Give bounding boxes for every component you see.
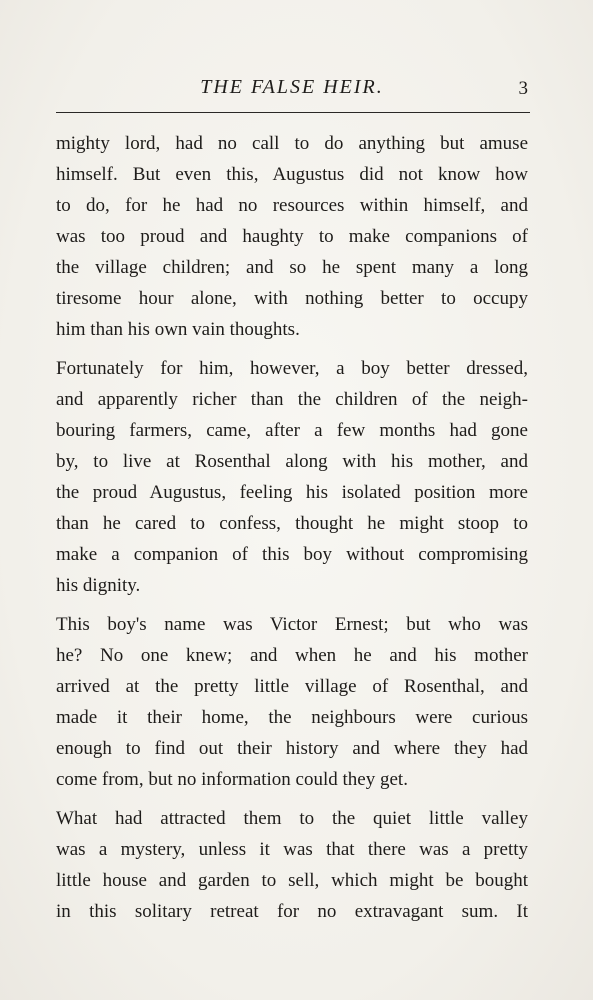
text-line: arrived at the pretty little village of Rosenthal, and xyxy=(56,676,528,697)
text-line: come from, but no information could they get. xyxy=(56,769,408,790)
text-line: and apparently richer than the children of the neigh- xyxy=(56,389,528,410)
text-line: mighty lord, had no call to do anything but amuse xyxy=(56,133,528,154)
text-line: bouring farmers, came, after a few months had gone xyxy=(56,420,528,441)
header-rule xyxy=(56,112,530,113)
text-line: tiresome hour alone, with nothing better to occupy xyxy=(56,288,528,309)
text-line: This boy's name was Victor Ernest; but who was xyxy=(56,614,528,635)
running-head xyxy=(56,76,528,104)
text-line: little house and garden to sell, which might be bought xyxy=(56,870,528,891)
text-line: was a mystery, unless it was that there was a pretty xyxy=(56,839,528,860)
paragraph-4 xyxy=(56,803,528,927)
running-title: THE FALSE HEIR. xyxy=(200,76,384,98)
text-line: made it their home, the neighbours were curious xyxy=(56,707,528,728)
text-line: to do, for he had no resources within himself, and xyxy=(56,195,528,216)
body-text xyxy=(56,128,528,935)
paragraph-1 xyxy=(56,128,528,345)
text-line: him than his own vain thoughts. xyxy=(56,319,300,340)
text-line: by, to live at Rosenthal along with his mother, and xyxy=(56,451,528,472)
text-line: make a companion of this boy without compromising xyxy=(56,544,528,565)
text-line: he? No one knew; and when he and his mother xyxy=(56,645,528,666)
text-line: than he cared to confess, thought he might stoop to xyxy=(56,513,528,534)
text-line: Fortunately for him, however, a boy better dressed, xyxy=(56,358,528,379)
text-line: the proud Augustus, feeling his isolated position more xyxy=(56,482,528,503)
text-line: himself. But even this, Augustus did not know how xyxy=(56,164,528,185)
text-line: was too proud and haughty to make companions of xyxy=(56,226,528,247)
page-number: 3 xyxy=(518,78,528,99)
text-line: in this solitary retreat for no extravagant sum. It xyxy=(56,901,528,922)
paragraph-2 xyxy=(56,353,528,601)
text-line: enough to find out their history and where they had xyxy=(56,738,528,759)
text-line: the village children; and so he spent many a long xyxy=(56,257,528,278)
paragraph-3 xyxy=(56,609,528,795)
text-line: What had attracted them to the quiet little valley xyxy=(56,808,528,829)
text-line: his dignity. xyxy=(56,575,141,596)
